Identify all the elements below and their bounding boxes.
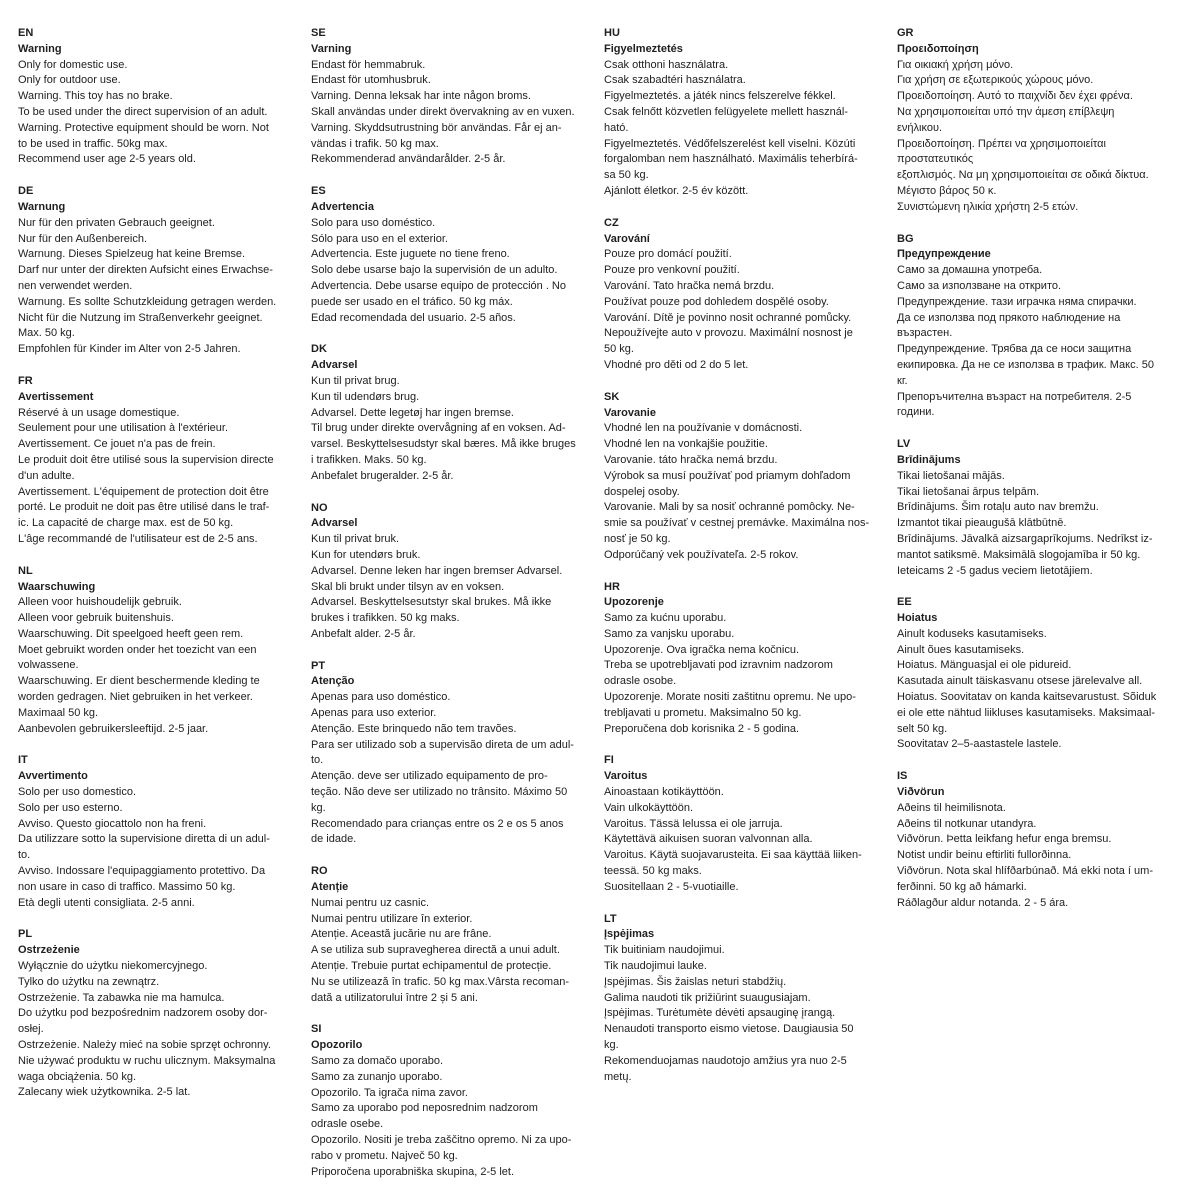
section-cz [604,216,890,374]
language-code: IS [897,770,908,783]
warning-line: Ainoastaan kotikäyttöön. [604,786,724,799]
warning-line: Upozorenje. Ova igračka nema kočnicu. [604,643,800,656]
warning-line: Notist undir beinu eftirliti fullorðinna. [897,849,1072,862]
warning-line: Nie używać produktu w ruchu ulicznym. Maksymalna [18,1054,276,1067]
language-code: DE [18,185,34,198]
warning-line: Kun til privat bruk. [311,533,400,546]
language-code: NL [18,564,33,577]
warning-heading: Varovanie [604,406,656,419]
warning-lines [311,690,597,848]
warning-line: Výrobok sa musí používať pod priamym dohľadom [604,469,851,482]
section-hu [604,26,890,200]
warning-heading: Opozorilo [311,1039,363,1052]
warning-lines [897,263,1183,421]
warning-line: Kun for utendørs bruk. [311,548,421,561]
warning-line: години. [897,406,935,419]
language-code: LV [897,438,911,451]
warning-line: Tik buitiniam naudojimui. [604,944,725,957]
warning-line: Solo para uso doméstico. [311,216,436,229]
warning-line: Nu se utilizează în trafic. 50 kg max.Vârsta recoman- [311,975,569,988]
warning-line: Izmantot tikai pieaugušā klātbūtnē. [897,517,1067,530]
warning-line: Waarschuwing. Er dient beschermende kleding te [18,675,260,688]
warning-heading: Advarsel [311,517,358,530]
warning-line: Wyłącznie do użytku niekomercyjnego. [18,960,208,973]
warning-line: trebljavati u prometu. Maksimalno 50 kg. [604,706,802,719]
section-it [18,753,304,911]
warning-line: ενήλικου. [897,121,943,134]
section-sk [604,390,890,564]
section-pl [18,927,304,1101]
warning-heading: Varning [311,42,352,55]
warning-line: teção. Não deve ser utilizado no trânsito. Máximo 50 [311,786,568,799]
language-code: GR [897,27,914,39]
warning-line: odrasle osebe. [311,1118,384,1131]
warning-line: Ieteicams 2 -5 gadus veciem lietotājiem. [897,564,1093,577]
warning-line: Til brug under direkte overvågning af en voksen. Ad- [311,422,566,435]
warning-line: Nepoužívejte auto v provozu. Maximální nosnost je [604,327,853,340]
warning-line: Para ser utilizado sob a supervisão direta de um adul- [311,738,574,751]
warning-line: Само за използване на открито. [897,279,1062,292]
warning-line: Používat pouze pod dohledem dospělé osoby. [604,295,829,308]
warning-line: Varning. Denna leksak har inte någon broms. [311,90,531,103]
warning-line: Pouze pro domácí použití. [604,248,732,261]
warning-line: Numai pentru utilizare în exterior. [311,912,473,925]
warning-line: Anbefalet brugeralder. 2-5 år. [311,469,454,482]
warning-line: Aðeins til notkunar utandyra. [897,817,1037,830]
warning-line: osłej. [18,1023,44,1036]
warning-line: Alleen voor gebruik buitenshuis. [18,612,174,625]
warning-line: Numai pentru uz casnic. [311,896,429,909]
warning-line: d'un adulte. [18,469,75,482]
warning-heading: Предупреждение [897,248,991,261]
warning-heading: Advertencia [311,200,374,213]
section-gr [897,26,1183,216]
warning-heading: Waarschuwing [18,580,96,593]
warning-line: mantot satiksmē. Maksimālā slogojamība ir 50 kg. [897,548,1141,561]
warning-line: Kun til udendørs brug. [311,390,420,403]
warning-line: rabo v prometu. Največ 50 kg. [311,1149,458,1162]
warning-lines [311,374,597,485]
warning-line: to be used in traffic. 50kg max. [18,137,168,150]
warning-line: Advertencia. Este juguete no tiene freno. [311,248,510,261]
warning-line: ható. [604,121,629,134]
warning-line: Da utilizzare sotto la supervisione diretta di un adul- [18,833,270,846]
warning-line: Endast för utomhusbruk. [311,74,431,87]
warning-lines [897,469,1183,580]
warning-line: vändas i trafik. 50 kg max. [311,137,439,150]
warning-line: Įspėjimas. Šis žaislas neturi stabdžių. [604,975,787,988]
warning-lines [311,1054,597,1180]
language-code: IT [18,754,28,767]
warning-line: Endast för hemmabruk. [311,58,426,71]
warning-line: Nur für den privaten Gebrauch geeignet. [18,216,215,229]
warning-line: Maximaal 50 kg. [18,706,99,719]
warning-line: Rekommenderad användarålder. 2-5 år. [311,153,506,166]
warning-line: ferðinni. 50 kg að hámarki. [897,880,1027,893]
language-code: HU [604,27,620,39]
warning-line: Tikai lietošanai ārpus telpām. [897,485,1040,498]
warning-line: Ráðlagður aldur notanda. 2 - 5 ára. [897,896,1069,909]
warning-heading: Advarsel [311,359,358,372]
warning-line: Atenção. Este brinquedo não tem travões. [311,722,517,735]
warning-line: Προειδοποίηση. Αυτό το παιχνίδι δεν έχει φρένα. [897,90,1133,103]
warning-line: Pouze pro venkovní použití. [604,264,740,277]
language-code: PL [18,928,33,941]
warning-line: brukes i trafikken. 50 kg maks. [311,612,460,625]
language-code: SE [311,27,326,39]
warning-line: Samo za uporabo pod neposrednim nadzorom [311,1102,538,1115]
warning-line: Apenas para uso exterior. [311,707,437,720]
language-code: DK [311,343,327,356]
warning-lines [897,58,1183,216]
section-ee [897,595,1183,753]
warning-line: Avertissement. Ce jouet n'a pas de frein. [18,438,216,451]
warning-line: Empfohlen für Kinder im Alter von 2-5 Jahren. [18,343,241,356]
warning-line: smie sa používať v cestnej premávke. Maximálna nos- [604,517,870,530]
warning-line: Réservé à un usage domestique. [18,406,180,419]
warning-line: Csak otthoni használatra. [604,58,729,71]
warning-line: Samo za zunanjo uporabo. [311,1070,443,1083]
warning-heading: Varoitus [604,770,648,783]
warning-lines [311,896,597,1007]
warning-line: Sólo para uso en el exterior. [311,232,448,245]
section-lt [604,912,890,1086]
warning-line: Advarsel. Denne leken har ingen bremser Advarsel. [311,564,563,577]
warning-lines [604,943,890,1085]
warning-heading: Viðvörun [897,786,945,799]
warning-line: Warning. This toy has no brake. [18,90,173,103]
warning-lines [18,595,304,737]
warning-line: Odporúčaný vek používateľa. 2-5 rokov. [604,548,799,561]
warning-line: Nur für den Außenbereich. [18,232,148,245]
language-code: EE [897,596,912,609]
section-dk [311,342,597,484]
warning-line: Nicht für die Nutzung im Straßenverkehr geeignet. [18,311,263,324]
warning-line: Recomendado para crianças entre os 2 e os 5 anos [311,817,564,830]
warning-line: Darf nur unter der direkten Aufsicht eines Erwachse- [18,264,273,277]
warning-line: Само за домашна употреба. [897,264,1043,277]
warning-line: Препоръчителна възраст на потребителя. 2-5 [897,390,1132,403]
language-code: PT [311,659,326,672]
warning-lines [604,611,890,737]
warning-line: Tik naudojimui lauke. [604,960,707,973]
warning-line: Atenție. Trebuie purtat echipamentul de protecție. [311,960,552,973]
warning-line: Για χρήση σε εξωτερικούς χώρους μόνο. [897,74,1094,87]
warning-line: Solo debe usarse bajo la supervisión de un adulto. [311,264,558,277]
warning-line: Varoitus. Tässä lelussa ei ole jarruja. [604,817,783,830]
warning-line: Zalecany wiek użytkownika. 2-5 lat. [18,1086,191,1099]
warning-line: 50 kg. [604,343,634,356]
warning-line: Avertissement. L'équipement de protection doit être [18,485,269,498]
warning-line: Vhodné pro děti od 2 do 5 let. [604,358,749,371]
warning-line: Προειδοποίηση. Πρέπει να χρησιμοποιείται [897,137,1106,150]
warning-lines [311,58,597,169]
warning-line: Varning. Skyddsutrustning bör användas. Får ej an- [311,121,562,134]
warning-line: Samo za domačo uporabo. [311,1055,444,1068]
warning-line: Atenție. Această jucărie nu are frâne. [311,928,492,941]
warning-line: Skal bli brukt under tilsyn av en voksen. [311,580,505,593]
column-4 [897,26,1183,927]
warning-line: Recommend user age 2-5 years old. [18,153,196,166]
warning-line: Kasutada ainult täiskasvanu otsese järelevalve all. [897,675,1143,688]
warning-heading: Brīdinājums [897,453,961,466]
warning-line: to. [18,849,31,862]
warning-heading: Προειδοποίηση [897,42,979,55]
warning-line: Varovanie. táto hračka nemá brzdu. [604,453,778,466]
warning-heading: Warnung [18,200,66,213]
warning-heading: Avvertimento [18,770,88,783]
warning-line: Seulement pour une utilisation à l'extérieur. [18,422,229,435]
section-pt [311,659,597,849]
warning-line: Max. 50 kg. [18,327,75,340]
warning-line: Brīdinājums. Šim rotaļu auto nav bremžu. [897,501,1099,514]
warning-line: puede ser usado en el tráfico. 50 kg máx. [311,295,513,308]
warning-line: Warnung. Es sollte Schutzkleidung getragen werden. [18,295,277,308]
warning-line: Do użytku pod bezpośrednim nadzorem osoby dor- [18,1007,268,1020]
warning-lines [897,801,1183,912]
warning-line: Opozorilo. Nositi je treba zaščitno opremo. Ni za upo- [311,1134,572,1146]
section-en [18,26,304,168]
warning-heading: Atenção [311,675,355,688]
section-no [311,501,597,643]
column-3 [604,26,890,1101]
warning-heading: Figyelmeztetés [604,42,683,55]
warning-line: ic. La capacité de charge max. est de 50 kg. [18,517,234,530]
language-code: EN [18,27,34,39]
warning-line: Varoitus. Käytä suojavarusteita. Ei saa käyttää liiken- [604,849,862,862]
warning-line: kg. [604,1039,619,1052]
warning-line: Galima naudoti tik prižiūrint suaugusiajam. [604,991,811,1004]
warning-line: to. [311,754,324,767]
warning-line: Soovitatav 2–5-aastastele lastele. [897,738,1062,751]
warning-lines [311,216,597,327]
warning-line: non usare in caso di traffico. Massimo 50 kg. [18,880,236,893]
warning-line: teessä. 50 kg maks. [604,865,702,878]
warning-line: sa 50 kg. [604,169,649,182]
warning-line: Samo za vanjsku uporabu. [604,627,735,640]
warning-line: kg. [311,801,326,814]
warning-line: Moet gebruikt worden onder het toezicht van een [18,643,257,656]
warning-line: Atenção. deve ser utilizado equipamento de pro- [311,770,548,783]
warning-line: Varování. Dítě je povinno nosit ochranné pomůcky. [604,311,852,324]
warning-line: Advarsel. Beskyttelsesutstyr skal brukes. Må ikke [311,596,552,609]
section-de [18,184,304,358]
warning-line: Ostrzeżenie. Należy mieć na sobie sprzęt ochronny. [18,1039,271,1052]
warning-line: Vain ulkokäyttöön. [604,801,694,814]
language-code: LT [604,912,617,925]
warning-heading: Avertissement [18,390,94,403]
warning-line: Alleen voor huishoudelijk gebruik. [18,596,182,609]
warning-lines [18,58,304,169]
language-code: ES [311,185,326,198]
warning-line: Le produit doit être utilisé sous la supervision directe [18,453,274,466]
warning-line: Aanbevolen gebruikersleeftijd. 2-5 jaar. [18,722,209,735]
warning-lines [18,406,304,548]
warning-line: A se utiliza sub supravegherea directă a unui adult. [311,944,560,957]
warning-lines [604,247,890,373]
section-nl [18,564,304,738]
warning-line: Figyelmeztetés. Védőfelszerelést kell viselni. Közúti [604,137,856,150]
warning-line: Suositellaan 2 - 5-vuotiaille. [604,880,739,893]
section-es [311,184,597,326]
warning-line: Hoiatus. Mänguasjal ei ole pidureid. [897,659,1072,672]
warning-line: Età degli utenti consigliata. 2-5 anni. [18,896,195,909]
warning-line: de idade. [311,833,357,846]
section-fr [18,374,304,548]
warning-line: Varování. Tato hračka nemá brzdu. [604,279,775,292]
warning-line: Apenas para uso doméstico. [311,691,451,704]
language-code: SI [311,1023,322,1036]
warning-heading: Varování [604,232,650,245]
warning-line: Samo za kućnu uporabu. [604,612,727,625]
warning-line: nosť je 50 kg. [604,532,671,545]
warning-lines [604,421,890,563]
warning-line: екипировка. Да не се използва в трафик. Макс. 50 [897,358,1154,371]
warning-line: dată a utilizatorului între 2 și 5 ani. [311,991,478,1004]
warning-line: Να χρησιμοποιείται υπό την άμεση επίβλεψη [897,105,1115,118]
warning-line: Skall användas under direkt övervakning av en vuxen. [311,105,575,118]
warning-line: selt 50 kg. [897,722,948,735]
warning-line: Tikai lietošanai mājās. [897,469,1005,482]
warning-line: Treba se upotrebljavati pod izravnim nadzorom [604,659,833,672]
warning-heading: Atenție [311,881,349,894]
warning-line: Aðeins til heimilisnota. [897,801,1006,814]
warning-line: nen verwendet werden. [18,279,133,292]
warning-line: Solo per uso domestico. [18,786,137,799]
warning-lines [604,58,890,200]
warning-line: Avviso. Indossare l'equipaggiamento protettivo. Da [18,865,266,878]
language-code: RO [311,865,328,878]
warning-line: Warnung. Dieses Spielzeug hat keine Bremse. [18,248,246,261]
section-lv [897,437,1183,579]
warning-line: Предупреждение. Трябва да се носи защитна [897,343,1132,356]
warning-line: Kun til privat brug. [311,374,400,387]
warning-line: Upozorenje. Morate nositi zaštitnu opremu. Ne upo- [604,691,856,704]
column-2 [311,26,597,1196]
warning-heading: Upozorenje [604,596,664,609]
warning-line: Viðvörun. Nota skal hlífðarbúnað. Má ekki nota í um- [897,865,1153,878]
warning-line: odrasle osobe. [604,675,677,688]
language-code: SK [604,390,620,403]
warning-lines [604,785,890,896]
section-si [311,1022,597,1180]
warning-line: Warning. Protective equipment should be worn. Not [18,121,269,134]
warning-heading: Įspėjimas [604,928,655,941]
warning-lines [18,785,304,911]
warning-line: volwassene. [18,659,79,672]
warning-line: Preporučena dob korisnika 2 - 5 godina. [604,722,800,735]
warning-line: To be used under the direct supervision of an adult. [18,105,268,118]
warning-line: Anbefalt alder. 2-5 år. [311,627,416,640]
language-code: NO [311,501,328,514]
warning-lines [18,216,304,358]
warning-line: Solo per uso esterno. [18,801,123,814]
warning-line: Μέγιστο βάρος 50 κ. [897,184,997,197]
warning-line: Vhodné len na používanie v domácnosti. [604,422,803,435]
warning-line: varsel. Beskyttelsesudstyr skal bæres. Må ikke bruges [311,438,576,451]
warning-heading: Warning [18,42,62,55]
warning-line: metų. [604,1070,632,1083]
warning-line: възрастен. [897,327,953,340]
warning-line: worden gedragen. Niet gebruiken in het verkeer. [18,691,253,704]
warning-line: ei ole ette nähtud liikluses kasutamiseks. Maksimaal- [897,706,1156,719]
column-1 [18,26,304,1117]
warning-line: προστατευτικός [897,153,974,166]
section-fi [604,753,890,895]
warning-line: Figyelmeztetés. a játék nincs felszerelve fékkel. [604,90,836,103]
warning-line: Only for outdoor use. [18,74,121,87]
warning-line: i trafikken. Maks. 50 kg. [311,453,427,466]
warning-line: кг. [897,374,908,387]
warning-line: Nenaudoti transporto eismo vietose. Daugiausia 50 [604,1023,854,1036]
warning-line: Ainult koduseks kasutamiseks. [897,627,1047,640]
warning-line: Csak felnőtt közvetlen felügyelete mellett használ- [604,105,848,118]
warning-line: Rekomenduojamas naudotojo amžius yra nuo 2-5 [604,1054,847,1067]
language-code: FR [18,374,33,387]
warning-heading: Hoiatus [897,612,938,625]
warning-line: Για οικιακή χρήση μόνο. [897,58,1014,71]
warning-line: εξοπλισμός. Να μη χρησιμοποιείται σε οδικά δίκτυα. [897,169,1149,182]
warning-line: Ajánlott életkor. 2-5 év között. [604,184,749,197]
warning-line: Предупреждение. тази играчка няма спирачки. [897,295,1137,308]
warning-line: Avviso. Questo giocattolo non ha freni. [18,817,207,830]
warning-line: Συνιστώμενη ηλικία χρήστη 2-5 ετών. [897,200,1079,213]
warning-line: Käytettävä aikuisen suoran valvonnan alla. [604,833,813,846]
language-code: CZ [604,216,619,229]
warning-line: Да се използва под прякото наблюдение на [897,311,1121,324]
warning-line: Vhodné len na vonkajšie použitie. [604,438,768,451]
warning-line: waga obciążenia. 50 kg. [18,1070,137,1083]
warning-line: Advarsel. Dette legetøj har ingen bremse. [311,406,514,419]
warning-line: Ostrzeżenie. Ta zabawka nie ma hamulca. [18,991,225,1004]
warning-line: Waarschuwing. Dit speelgoed heeft geen rem. [18,627,244,640]
warning-line: Varovanie. Mali by sa nosiť ochranné pomôcky. Ne- [604,501,855,514]
warning-line: Opozorilo. Ta igrača nima zavor. [311,1086,468,1099]
section-se [311,26,597,168]
warning-line: porté. Le produit ne doit pas être utilisé dans le traf- [18,501,270,514]
warning-line: Hoiatus. Soovitatav on kanda kaitsevarustust. Sõiduk [897,691,1157,704]
language-code: FI [604,754,614,767]
warning-line: Priporočena uporabniška skupina, 2-5 let. [311,1165,515,1178]
warning-line: dospelej osoby. [604,485,680,498]
warning-lines [18,959,304,1101]
warning-line: Tylko do użytku na zewnątrz. [18,975,160,988]
warning-lines [897,627,1183,753]
warning-line: Brīdinājums. Jāvalkā aizsargaprīkojums. Nedrīkst iz- [897,532,1153,545]
language-code: HR [604,580,620,593]
warning-heading: Ostrzeżenie [18,944,80,957]
section-ro [311,864,597,1006]
warning-line: Advertencia. Debe usarse equipo de protección . No [311,279,566,292]
section-is [897,769,1183,911]
warning-line: L'âge recommandé de l'utilisateur est de 2-5 ans. [18,532,258,545]
warning-line: Viðvörun. Þetta leikfang hefur enga bremsu. [897,833,1112,846]
section-bg [897,232,1183,422]
warning-line: Ainult õues kasutamiseks. [897,643,1025,656]
section-hr [604,580,890,738]
language-code: BG [897,232,914,245]
warning-line: Csak szabadtéri használatra. [604,74,746,87]
warning-line: Edad recomendada del usuario. 2-5 años. [311,311,516,324]
warning-line: forgalomban nem használható. Maximális teherbírá- [604,153,858,166]
warning-line: Įspėjimas. Turėtumėte dėvėti apsauginę įrangą. [604,1007,836,1020]
warning-line: Only for domestic use. [18,58,128,71]
warning-lines [311,532,597,643]
